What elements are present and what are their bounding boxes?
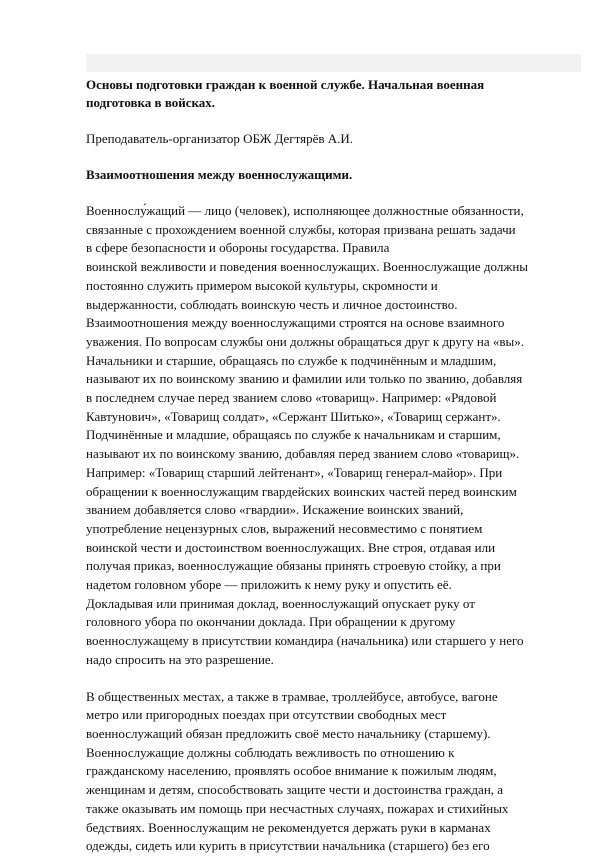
body-paragraph-2: В общественных местах, а также в трамвае, троллейбусе, автобусе, вагоне метро или пригородных поездах при отсутствии свободных мест военнослужащий обязан предложить своё место начальнику (старшему). Военнослужащие должны соблюдать вежливость по отношению к гражданскому населению, проявлять особое внимание к пожилым людям, женщинам и детям, способствовать защите чести и достоинства граждан, а также оказывать им помощь при несчастных случаях, пожарах и стихийных бедствиях. Военнослужащим не рекомендуется держать руки в карманах одежды, сидеть или курить в присутствии начальника (старшего) без его (86, 688, 509, 854)
section-heading: Взаимоотношения между военнослужащими. (86, 167, 353, 182)
body-paragraph-1: Военнослу́жащий — лицо (человек), исполняющее должностные обязанности, связанные с прохождением военной службы, которая призвана решать задачи в сфере безопасности и обороны государства. Правила воинской вежливости и поведения военнослужащих. Военнослужащие должны постоянно служить примером высокой культуры, скромности и выдержанности, соблюдать воинскую честь и личное достоинство. Взаимоотношения между военнослужащими строятся на основе взаимного уважения. По вопросам службы они должны обращаться друг к другу на «вы». Начальники и старшие, обращаясь по службе к подчинённым и младшим, называют их по воинскому званию и фамилии или только по званию, добавляя в последнем случае перед званием слово «товарищ». Например: «Рядовой Кавтунович», «Товарищ солдат», «Сержант Шитько», «Товарищ сержант». Подчинённые и младшие, обращаясь по службе к начальникам и старшим, называют их по воинскому званию, добавляя перед званием слово «товарищ». Например: «Товарищ старший лейтенант», «Товарищ генерал-майор». При обращении к военнослужащим гвардейских воинских частей перед воинским званием добавляется слово «гвардии». Искажение воинских званий, употребление нецензурных слов, выражений несовместимо с понятием воинской чести и достоинством военнослужащих. Вне строя, отдавая или получая приказ, военнослужащие обязаны принять строевую стойку, а при надетом головном уборе — приложить к нему руку и опустить её. Докладывая или принимая доклад, военнослужащий опускает руку от головного убора по окончании доклада. При обращении к другому военнослужащему в присутствии командира (начальника) или старшего у него надо спросить на это разрешение. (86, 203, 529, 667)
document-title: Основы подготовки граждан к военной службе. Начальная военная подготовка в войсках. (86, 77, 485, 110)
teacher-line: Преподаватель-организатор ОБЖ Дегтярёв А.И. (86, 131, 354, 146)
document-page (86, 76, 554, 856)
page-header-bar (86, 54, 581, 72)
